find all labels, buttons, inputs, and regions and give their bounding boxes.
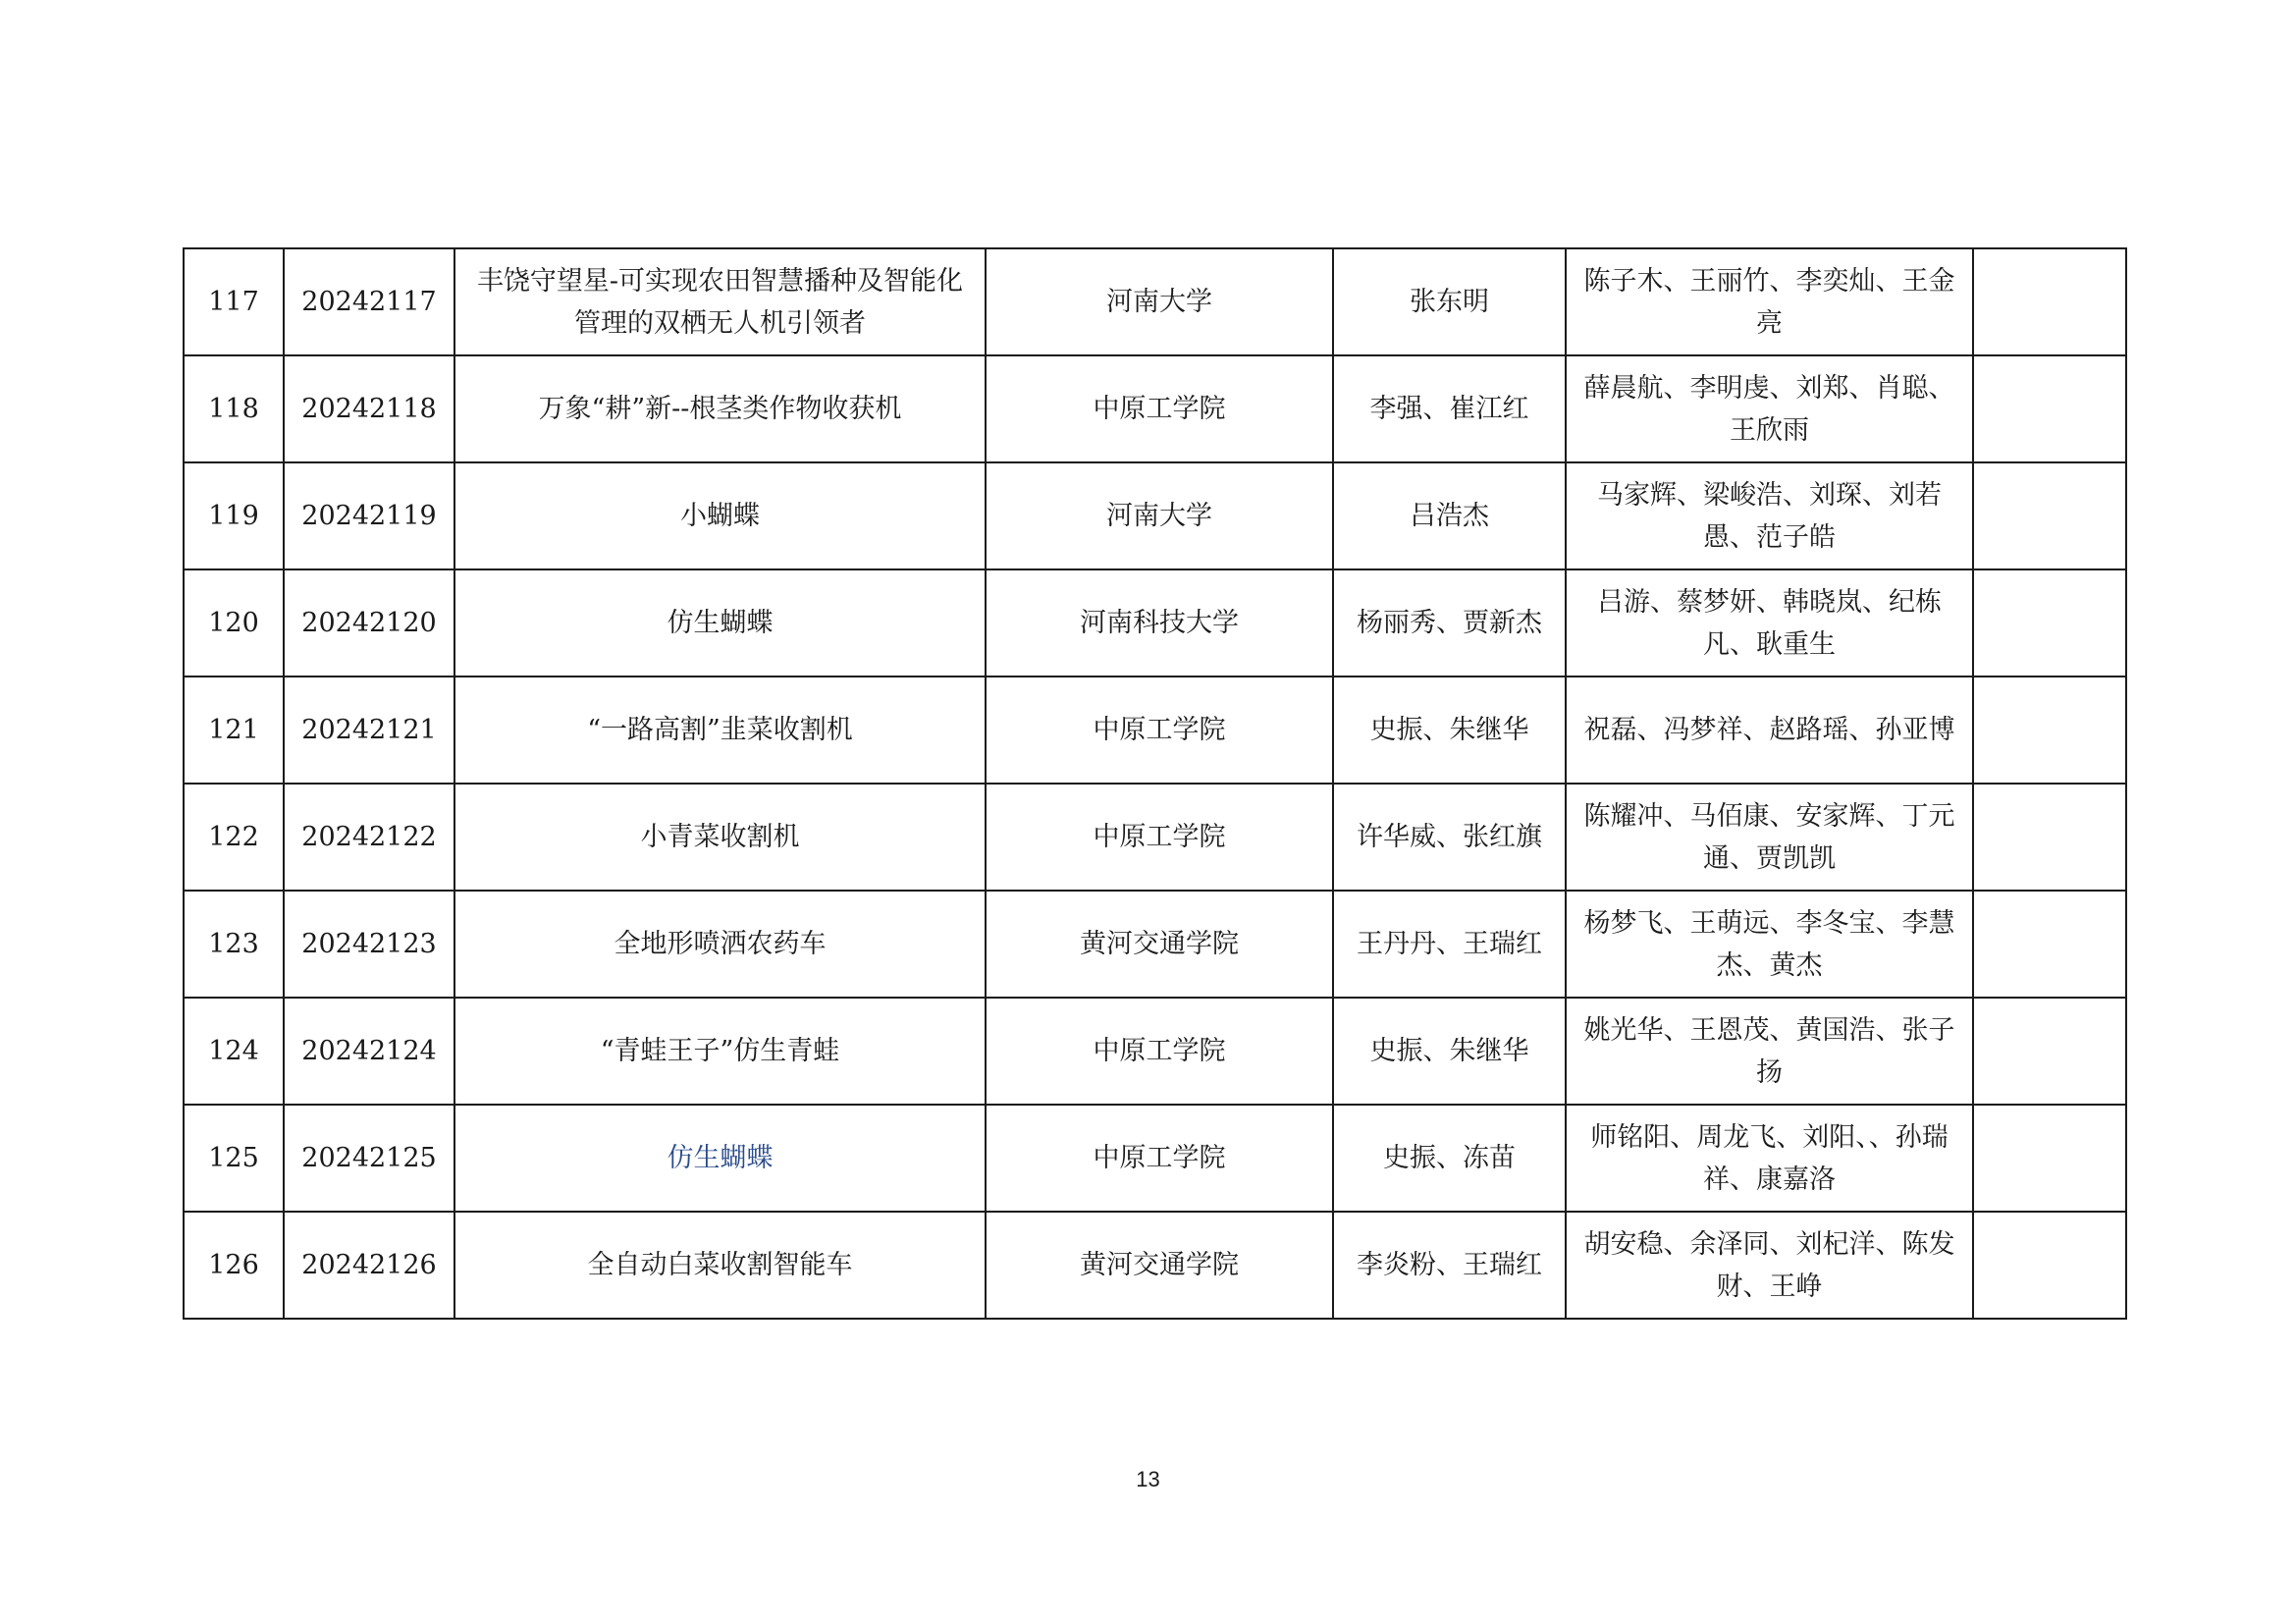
school-cell: 中原工学院: [986, 1105, 1333, 1212]
note-cell: [1973, 891, 2126, 998]
award-list-table: [183, 247, 2127, 1320]
advisor-cell: 李强、崔江红: [1333, 355, 1566, 462]
row-number-cell: 124: [184, 998, 284, 1105]
members-cell: 胡安稳、余泽同、刘杞洋、陈发财、王峥: [1566, 1212, 1973, 1319]
project-code-cell: 20242126: [284, 1212, 454, 1319]
row-number-cell: 123: [184, 891, 284, 998]
school-cell: 黄河交通学院: [986, 891, 1333, 998]
school-cell: 黄河交通学院: [986, 1212, 1333, 1319]
project-name-cell: 全自动白菜收割智能车: [454, 1212, 986, 1319]
note-cell: [1973, 569, 2126, 677]
school-cell: 河南大学: [986, 248, 1333, 355]
school-cell: 中原工学院: [986, 355, 1333, 462]
note-cell: [1973, 355, 2126, 462]
project-name-cell: “青蛙王子”仿生青蛙: [454, 998, 986, 1105]
project-code-cell: 20242118: [284, 355, 454, 462]
note-cell: [1973, 1105, 2126, 1212]
table-row: [184, 569, 2126, 677]
project-code-cell: 20242117: [284, 248, 454, 355]
advisor-cell: 史振、朱继华: [1333, 677, 1566, 784]
school-cell: 河南科技大学: [986, 569, 1333, 677]
project-name-cell: 仿生蝴蝶: [454, 569, 986, 677]
advisor-cell: 许华威、张红旗: [1333, 784, 1566, 891]
row-number-cell: 122: [184, 784, 284, 891]
school-cell: 中原工学院: [986, 677, 1333, 784]
note-cell: [1973, 998, 2126, 1105]
members-cell: 陈子木、王丽竹、李奕灿、王金亮: [1566, 248, 1973, 355]
note-cell: [1973, 784, 2126, 891]
project-code-cell: 20242120: [284, 569, 454, 677]
members-cell: 祝磊、冯梦祥、赵路瑶、孙亚博: [1566, 677, 1973, 784]
advisor-cell: 史振、朱继华: [1333, 998, 1566, 1105]
project-name-cell: 小蝴蝶: [454, 462, 986, 569]
project-code-cell: 20242124: [284, 998, 454, 1105]
row-number-cell: 121: [184, 677, 284, 784]
table-row: [184, 248, 2126, 355]
note-cell: [1973, 677, 2126, 784]
table-body: [184, 248, 2126, 1319]
row-number-cell: 117: [184, 248, 284, 355]
table-row: [184, 1212, 2126, 1319]
project-name-cell: 丰饶守望星-可实现农田智慧播种及智能化管理的双栖无人机引领者: [454, 248, 986, 355]
advisor-cell: 杨丽秀、贾新杰: [1333, 569, 1566, 677]
table-row: [184, 355, 2126, 462]
members-cell: 吕游、蔡梦妍、韩晓岚、纪栋凡、耿重生: [1566, 569, 1973, 677]
members-cell: 姚光华、王恩茂、黄国浩、张子扬: [1566, 998, 1973, 1105]
row-number-cell: 120: [184, 569, 284, 677]
table-row: [184, 1105, 2126, 1212]
table-row: [184, 891, 2126, 998]
table-row: [184, 677, 2126, 784]
project-name-cell: 小青菜收割机: [454, 784, 986, 891]
project-code-cell: 20242119: [284, 462, 454, 569]
project-name-cell: 仿生蝴蝶: [454, 1105, 986, 1212]
table-row: [184, 462, 2126, 569]
members-cell: 师铭阳、周龙飞、刘阳、、孙瑞祥、康嘉洛: [1566, 1105, 1973, 1212]
table-row: [184, 784, 2126, 891]
advisor-cell: 史振、冻苗: [1333, 1105, 1566, 1212]
members-cell: 马家辉、梁峻浩、刘琛、刘若愚、范子皓: [1566, 462, 1973, 569]
members-cell: 杨梦飞、王萌远、李冬宝、李慧杰、黄杰: [1566, 891, 1973, 998]
members-cell: 陈耀冲、马佰康、安家辉、丁元通、贾凯凯: [1566, 784, 1973, 891]
note-cell: [1973, 1212, 2126, 1319]
project-code-cell: 20242121: [284, 677, 454, 784]
row-number-cell: 118: [184, 355, 284, 462]
row-number-cell: 125: [184, 1105, 284, 1212]
school-cell: 中原工学院: [986, 998, 1333, 1105]
project-code-cell: 20242122: [284, 784, 454, 891]
school-cell: 河南大学: [986, 462, 1333, 569]
project-name-cell: 全地形喷洒农药车: [454, 891, 986, 998]
school-cell: 中原工学院: [986, 784, 1333, 891]
members-cell: 薛晨航、李明虔、刘郑、肖聪、王欣雨: [1566, 355, 1973, 462]
project-name-cell: “一路高割”韭菜收割机: [454, 677, 986, 784]
advisor-cell: 王丹丹、王瑞红: [1333, 891, 1566, 998]
advisor-cell: 李炎粉、王瑞红: [1333, 1212, 1566, 1319]
advisor-cell: 吕浩杰: [1333, 462, 1566, 569]
project-code-cell: 20242123: [284, 891, 454, 998]
table-row: [184, 998, 2126, 1105]
page-number: 13: [1136, 1467, 1160, 1491]
row-number-cell: 126: [184, 1212, 284, 1319]
note-cell: [1973, 462, 2126, 569]
note-cell: [1973, 248, 2126, 355]
advisor-cell: 张东明: [1333, 248, 1566, 355]
row-number-cell: 119: [184, 462, 284, 569]
project-name-cell: 万象“耕”新--根茎类作物收获机: [454, 355, 986, 462]
project-code-cell: 20242125: [284, 1105, 454, 1212]
